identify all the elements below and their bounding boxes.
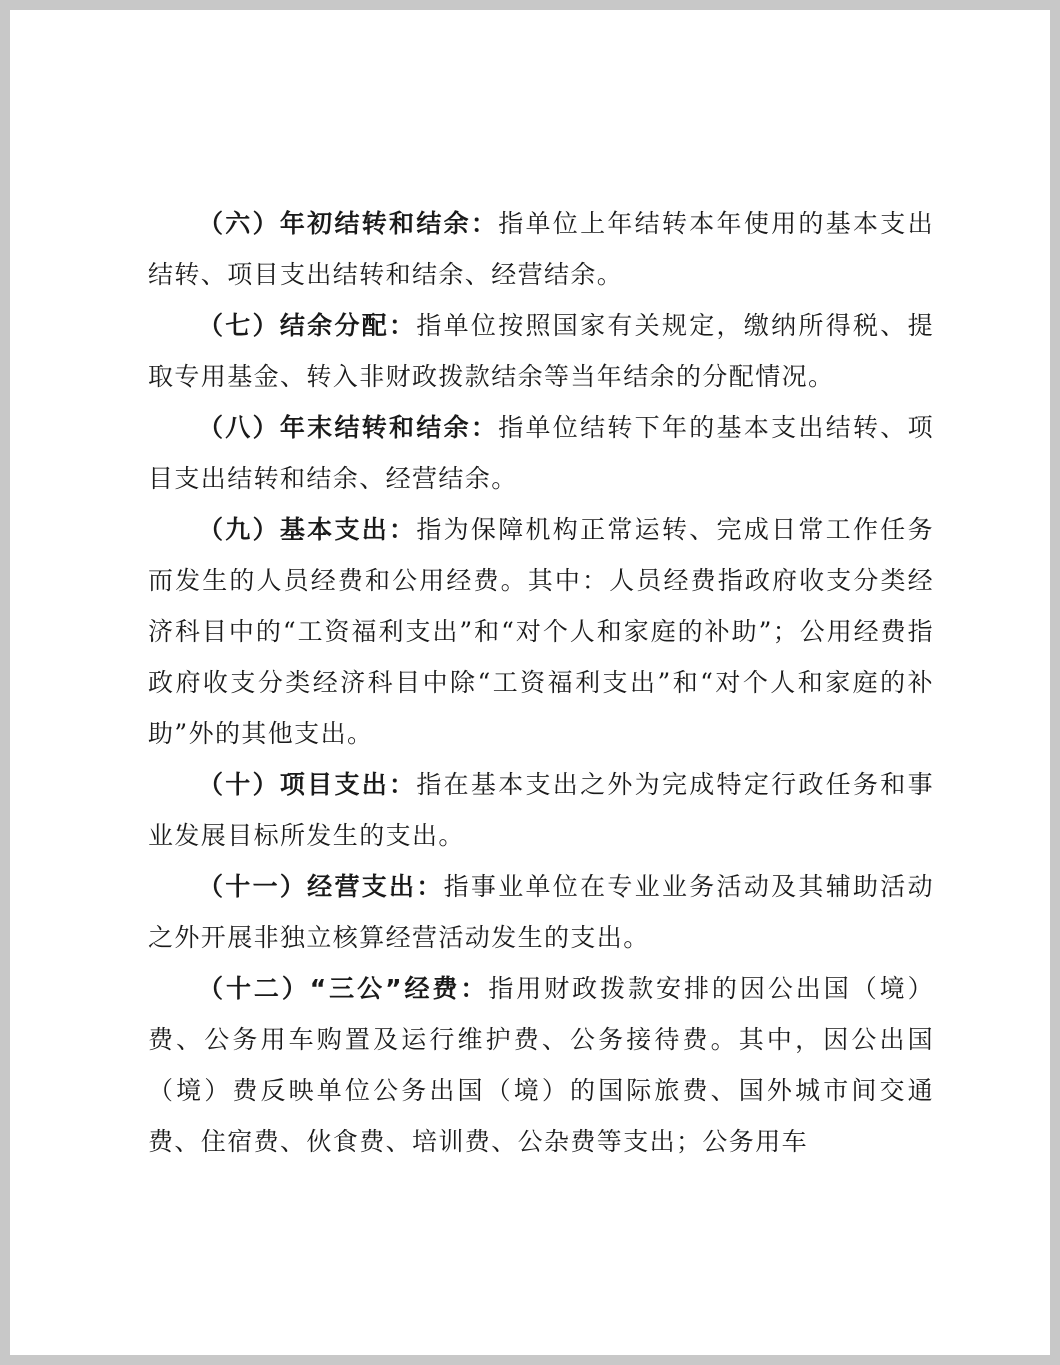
term-heading: （九）基本支出： [198,515,417,544]
paragraph-10 [148,759,934,861]
term-heading: （十一）经营支出： [198,872,444,901]
paragraph-6 [148,198,934,300]
paragraph-11 [148,861,934,963]
term-heading: （十二）“三公”经费： [198,974,489,1003]
term-definition: 指用财政拨款安排的因公出国（境）费、公务用车购置及运行维护费、公务接待费。其中，因公出国（境）费反映单位公务出国（境）的国际旅费、国外城市间交通费、住宿费、伙食费、培训费、公杂费等支出；公务用车 [148,974,934,1156]
term-definition: 指单位上年结转本年使用的基本支出结转、项目支出结转和结余、经营结余。 [148,209,934,289]
paragraph-7 [148,300,934,402]
term-definition: 指在基本支出之外为完成特定行政任务和事业发展目标所发生的支出。 [148,770,934,850]
paragraph-9 [148,504,934,759]
term-heading: （十）项目支出： [198,770,417,799]
document-page [10,10,1050,1355]
term-definition: 指单位结转下年的基本支出结转、项目支出结转和结余、经营结余。 [148,413,934,493]
term-heading: （八）年末结转和结余： [198,413,499,442]
term-definition: 指单位按照国家有关规定，缴纳所得税、提取专用基金、转入非财政拨款结余等当年结余的分配情况。 [148,311,934,391]
term-heading: （六）年初结转和结余： [198,209,499,238]
term-heading: （七）结余分配： [198,311,417,340]
term-definition: 指为保障机构正常运转、完成日常工作任务而发生的人员经费和公用经费。其中：人员经费指政府收支分类经济科目中的“工资福利支出”和“对个人和家庭的补助”；公用经费指政府收支分类经济科目中除“工资福利支出”和“对个人和家庭的补助”外的其他支出。 [148,515,934,748]
paragraph-8 [148,402,934,504]
document-body [148,198,934,1167]
paragraph-12 [148,963,934,1167]
term-definition: 指事业单位在专业业务活动及其辅助活动之外开展非独立核算经营活动发生的支出。 [148,872,935,952]
